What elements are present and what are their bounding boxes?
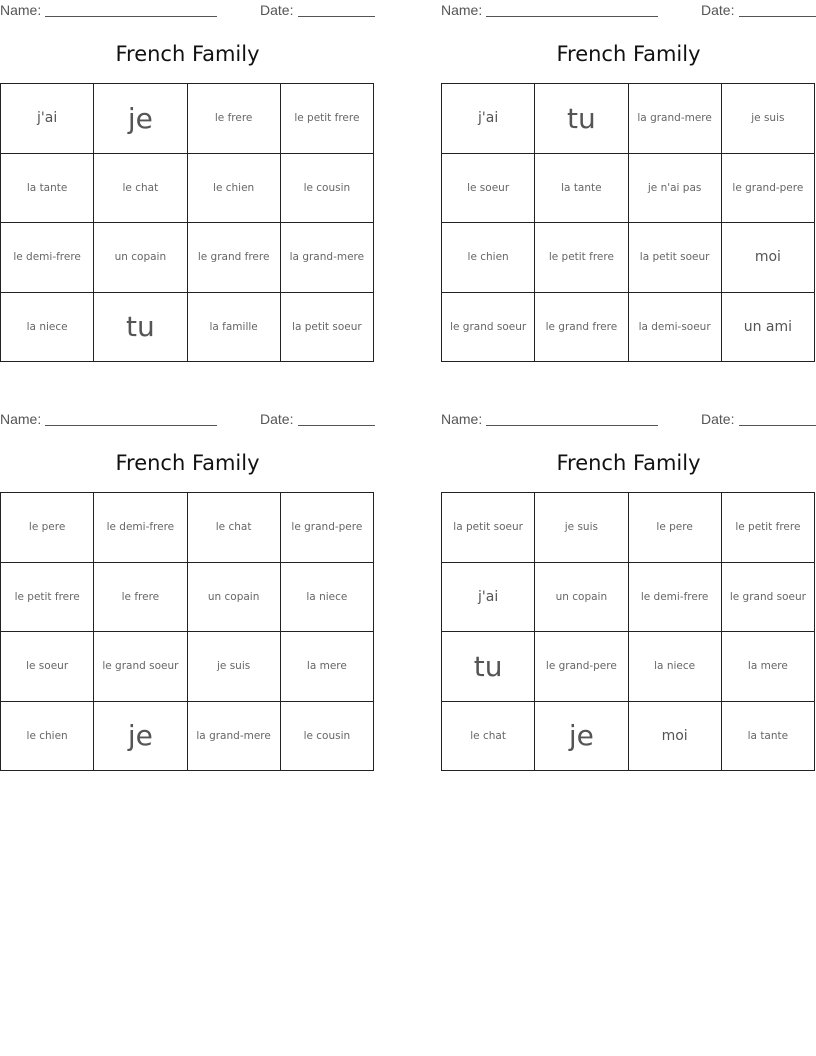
bingo-cell: le cousin <box>281 702 374 772</box>
bingo-cell: je suis <box>188 632 281 702</box>
bingo-cell: le grand-pere <box>722 154 815 224</box>
name-line <box>486 16 658 17</box>
bingo-cell: moi <box>722 223 815 293</box>
bingo-cell: le chat <box>188 493 281 563</box>
card-title: French Family <box>115 451 260 475</box>
bingo-cell: le frere <box>188 84 281 154</box>
bingo-cell: un copain <box>535 563 628 633</box>
bingo-cell: le grand-pere <box>281 493 374 563</box>
bingo-cell: la tante <box>722 702 815 772</box>
bingo-cell: j'ai <box>442 84 535 154</box>
bingo-grid <box>0 83 374 362</box>
date-label: Date: <box>701 2 735 18</box>
date-label: Date: <box>260 2 294 18</box>
name-line <box>45 425 217 426</box>
bingo-cell: j'ai <box>1 84 94 154</box>
name-label: Name: <box>0 2 42 18</box>
bingo-cell: le grand frere <box>535 293 628 363</box>
name-label: Name: <box>441 2 483 18</box>
bingo-cell: le grand soeur <box>442 293 535 363</box>
date-line <box>298 16 375 17</box>
bingo-cell: la niece <box>1 293 94 363</box>
bingo-cell: la grand-mere <box>281 223 374 293</box>
bingo-cell: la grand-mere <box>629 84 722 154</box>
card-title: French Family <box>556 42 701 66</box>
bingo-cell: le petit frere <box>722 493 815 563</box>
card-title: French Family <box>556 451 701 475</box>
name-line <box>45 16 217 17</box>
bingo-cell: le soeur <box>442 154 535 224</box>
bingo-cell: la demi-soeur <box>629 293 722 363</box>
bingo-cell: le chien <box>442 223 535 293</box>
bingo-cell: le demi-frere <box>94 493 187 563</box>
bingo-cell: le grand soeur <box>94 632 187 702</box>
bingo-cell: la famille <box>188 293 281 363</box>
bingo-cell: un copain <box>188 563 281 633</box>
bingo-cell: le chat <box>94 154 187 224</box>
name-date-row <box>0 2 375 20</box>
bingo-cell: un copain <box>94 223 187 293</box>
name-date-row <box>441 2 816 20</box>
card-title: French Family <box>115 42 260 66</box>
bingo-cell: moi <box>629 702 722 772</box>
bingo-cell: tu <box>442 632 535 702</box>
bingo-cell: le soeur <box>1 632 94 702</box>
bingo-cell: je <box>94 84 187 154</box>
name-label: Name: <box>0 411 42 427</box>
date-line <box>739 16 816 17</box>
bingo-cell: la tante <box>535 154 628 224</box>
bingo-cell: la niece <box>281 563 374 633</box>
bingo-cell: la petit soeur <box>629 223 722 293</box>
bingo-grid <box>0 492 374 771</box>
date-line <box>739 425 816 426</box>
bingo-card-1 <box>0 0 375 375</box>
bingo-cell: le grand frere <box>188 223 281 293</box>
bingo-cell: j'ai <box>442 563 535 633</box>
bingo-cell: la petit soeur <box>281 293 374 363</box>
bingo-grid <box>441 83 815 362</box>
bingo-cell: le chien <box>1 702 94 772</box>
bingo-cell: tu <box>535 84 628 154</box>
name-line <box>486 425 658 426</box>
bingo-cell: le pere <box>1 493 94 563</box>
bingo-card-4 <box>441 409 816 784</box>
bingo-cell: tu <box>94 293 187 363</box>
bingo-cell: la mere <box>722 632 815 702</box>
bingo-cell: la tante <box>1 154 94 224</box>
bingo-cell: le chat <box>442 702 535 772</box>
bingo-cell: le demi-frere <box>629 563 722 633</box>
bingo-cell: je n'ai pas <box>629 154 722 224</box>
date-line <box>298 425 375 426</box>
name-date-row <box>0 411 375 429</box>
bingo-cell: le petit frere <box>1 563 94 633</box>
bingo-cell: le chien <box>188 154 281 224</box>
bingo-cell: je suis <box>722 84 815 154</box>
bingo-cell: le grand soeur <box>722 563 815 633</box>
name-label: Name: <box>441 411 483 427</box>
bingo-cell: la grand-mere <box>188 702 281 772</box>
bingo-cell: le cousin <box>281 154 374 224</box>
bingo-cell: la niece <box>629 632 722 702</box>
bingo-cell: un ami <box>722 293 815 363</box>
bingo-cell: le pere <box>629 493 722 563</box>
bingo-cell: le grand-pere <box>535 632 628 702</box>
bingo-cell: la petit soeur <box>442 493 535 563</box>
bingo-grid <box>441 492 815 771</box>
bingo-cell: le demi-frere <box>1 223 94 293</box>
bingo-cell: je <box>94 702 187 772</box>
bingo-card-2 <box>441 0 816 375</box>
bingo-cell: le frere <box>94 563 187 633</box>
date-label: Date: <box>701 411 735 427</box>
name-date-row <box>441 411 816 429</box>
bingo-card-3 <box>0 409 375 784</box>
date-label: Date: <box>260 411 294 427</box>
bingo-cell: je suis <box>535 493 628 563</box>
bingo-cell: le petit frere <box>535 223 628 293</box>
bingo-cell: le petit frere <box>281 84 374 154</box>
bingo-cell: je <box>535 702 628 772</box>
bingo-cell: la mere <box>281 632 374 702</box>
